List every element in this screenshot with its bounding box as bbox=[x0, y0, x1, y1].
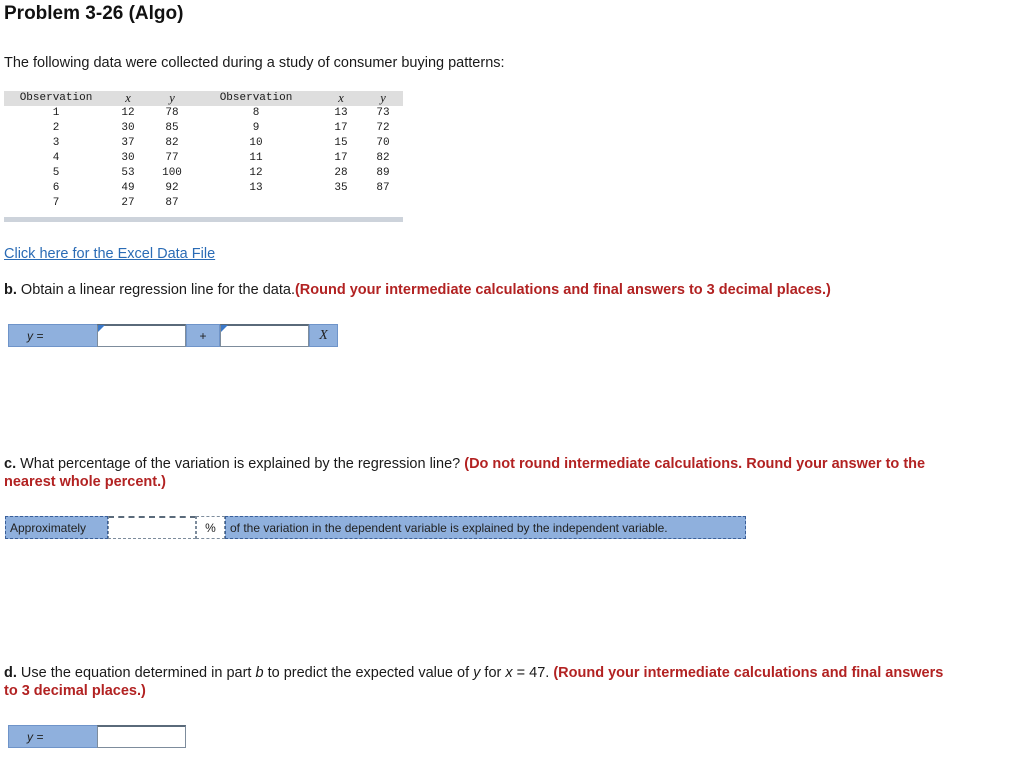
data-table bbox=[4, 91, 403, 224]
table-cell: 100 bbox=[162, 167, 182, 179]
percent-sign-label: % bbox=[196, 516, 225, 539]
table-header-cell: y bbox=[169, 91, 175, 105]
part-b-hint: (Round your intermediate calculations and final answers to 3 decimal places.) bbox=[294, 282, 831, 298]
problem-intro: The following data were collected during a study of consumer buying patterns: bbox=[4, 55, 505, 71]
table-cell: 30 bbox=[121, 152, 135, 164]
table-cell: 35 bbox=[334, 182, 348, 194]
part-d-text-1: Use the equation determined in part bbox=[16, 665, 256, 681]
intercept-input[interactable] bbox=[97, 324, 186, 347]
table-cell: 89 bbox=[376, 167, 390, 179]
table-header-cell: x bbox=[338, 91, 344, 105]
part-d-label: d. bbox=[4, 665, 17, 681]
slope-input[interactable] bbox=[220, 324, 309, 347]
table-cell: 27 bbox=[121, 197, 135, 209]
prediction-input[interactable] bbox=[97, 725, 186, 748]
table-cell: 82 bbox=[165, 137, 179, 149]
table-cell: 2 bbox=[52, 122, 60, 134]
part-d-var-b: b bbox=[255, 665, 264, 681]
part-d-text-3: for bbox=[480, 665, 506, 681]
table-cell: 3 bbox=[52, 137, 60, 149]
table-cell: 28 bbox=[334, 167, 348, 179]
table-cell: 82 bbox=[376, 152, 390, 164]
regression-x-label: X bbox=[309, 324, 338, 347]
part-d-question bbox=[4, 664, 949, 700]
table-cell: 78 bbox=[165, 107, 179, 119]
variation-explanation-label: of the variation in the dependent variable is explained by the independent variable. bbox=[225, 516, 746, 539]
part-c-hint: (Do not round intermediate calculations. Round your answer to the nearest whole percent.) bbox=[4, 456, 926, 490]
part-d-var-x: x bbox=[505, 665, 513, 681]
table-cell: 7 bbox=[52, 197, 60, 209]
table-cell: 37 bbox=[121, 137, 135, 149]
table-cell: 17 bbox=[334, 152, 348, 164]
table-cell: 13 bbox=[334, 107, 348, 119]
part-b-text: Obtain a linear regression line for the data. bbox=[16, 282, 295, 298]
table-cell: 15 bbox=[334, 137, 348, 149]
part-d-var-y: y bbox=[473, 665, 481, 681]
table-cell: 85 bbox=[165, 122, 179, 134]
table-cell: 73 bbox=[376, 107, 390, 119]
table-cell: 77 bbox=[165, 152, 179, 164]
part-d-text-4: = 47. bbox=[512, 665, 554, 681]
table-cell: 12 bbox=[121, 107, 135, 119]
table-cell: 8 bbox=[252, 107, 260, 119]
part-d-hint: (Round your intermediate calculations and final answers to 3 decimal places.) bbox=[4, 665, 944, 699]
table-header-cell: x bbox=[125, 91, 131, 105]
part-c-label: c. bbox=[4, 456, 17, 472]
table-cell: 5 bbox=[52, 167, 60, 179]
part-b-question bbox=[4, 281, 831, 299]
regression-y-label: y = bbox=[8, 324, 98, 347]
table-cell: 4 bbox=[52, 152, 60, 164]
table-bottom-bar bbox=[4, 217, 403, 222]
part-c-question bbox=[4, 455, 949, 491]
approximately-label: Approximately bbox=[5, 516, 108, 539]
percentage-input[interactable] bbox=[108, 516, 196, 539]
page-title: Problem 3-26 (Algo) bbox=[4, 3, 184, 24]
plus-label: + bbox=[186, 324, 220, 347]
table-cell: 70 bbox=[376, 137, 390, 149]
intercept-flag-icon bbox=[98, 325, 105, 332]
part-c-text: What percentage of the variation is explained by the regression line? bbox=[16, 456, 465, 472]
table-cell: 12 bbox=[249, 167, 263, 179]
table-cell: 17 bbox=[334, 122, 348, 134]
table-cell: 53 bbox=[121, 167, 135, 179]
slope-flag-icon bbox=[221, 325, 228, 332]
table-cell: 49 bbox=[121, 182, 135, 194]
table-cell: 72 bbox=[376, 122, 390, 134]
part-b-label: b. bbox=[4, 282, 17, 298]
part-d-text-2: to predict the expected value of bbox=[263, 665, 474, 681]
table-header-cell: Observation bbox=[219, 92, 293, 104]
table-header-cell: Observation bbox=[19, 92, 93, 104]
table-cell: 10 bbox=[249, 137, 263, 149]
table-cell: 92 bbox=[165, 182, 179, 194]
table-cell: 30 bbox=[121, 122, 135, 134]
table-header-cell: y bbox=[380, 91, 386, 105]
excel-data-link[interactable]: Click here for the Excel Data File bbox=[4, 246, 216, 262]
prediction-y-label: y = bbox=[8, 725, 98, 748]
table-cell: 11 bbox=[249, 152, 263, 164]
table-cell: 9 bbox=[252, 122, 260, 134]
table-cell: 1 bbox=[52, 107, 60, 119]
table-cell: 87 bbox=[165, 197, 179, 209]
table-cell: 6 bbox=[52, 182, 60, 194]
table-cell: 13 bbox=[249, 182, 263, 194]
table-cell: 87 bbox=[376, 182, 390, 194]
